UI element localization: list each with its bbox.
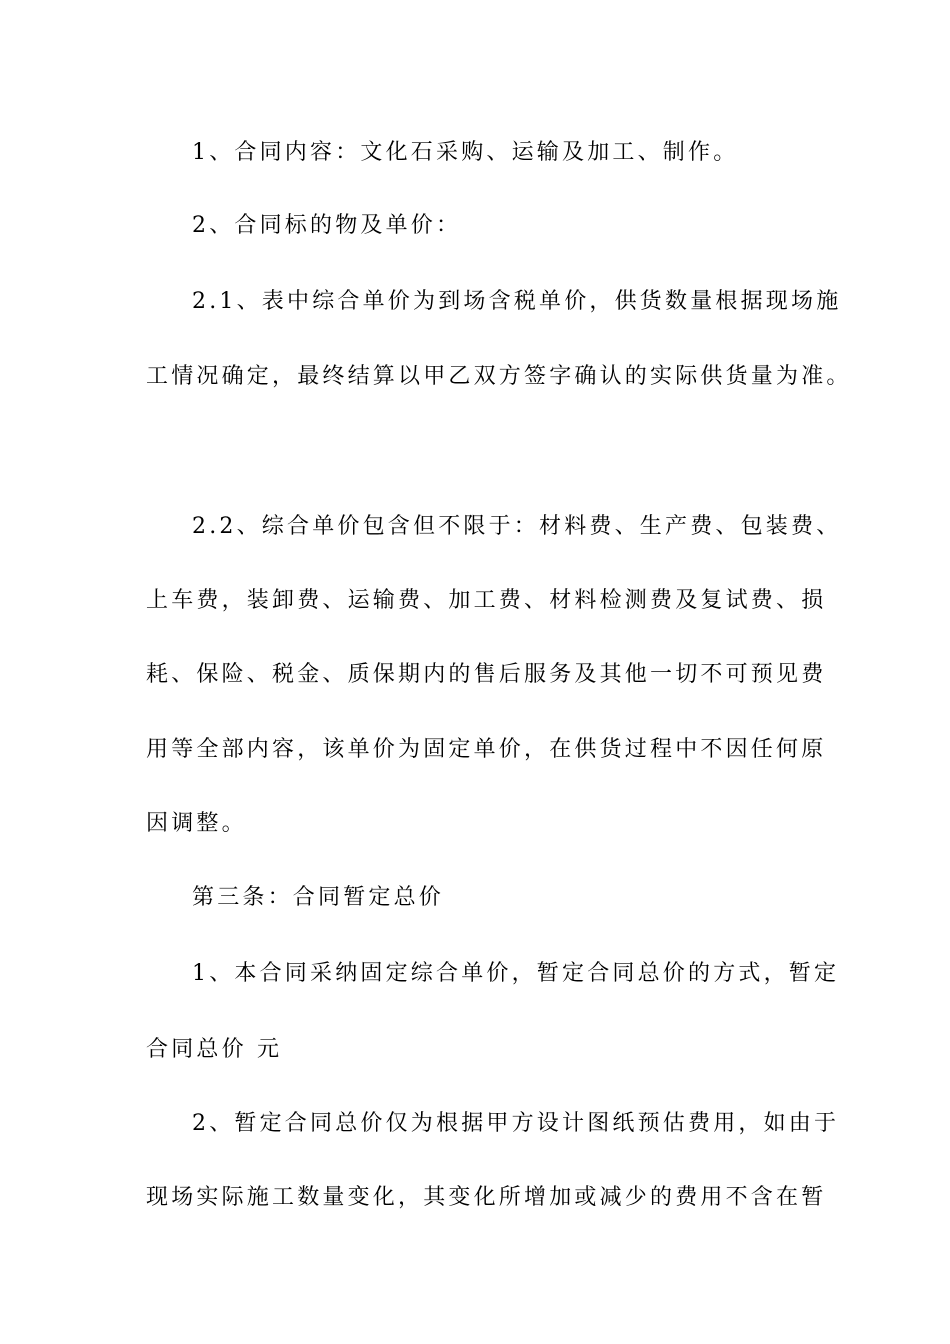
section-heading: 第三条：合同暂定总价	[192, 885, 445, 910]
paragraph-line: 上车费，装卸费、运输费、加工费、材料检测费及复试费、损	[146, 588, 827, 613]
paragraph-line: 1、本合同采纳固定综合单价，暂定合同总价的方式，暂定	[192, 961, 840, 986]
paragraph-line: 2、暂定合同总价仅为根据甲方设计图纸预估费用，如由于	[192, 1111, 840, 1136]
paragraph-line: 合同总价 元	[146, 1037, 283, 1062]
paragraph-line: 2.2、综合单价包含但不限于：材料费、生产费、包装费、	[192, 514, 842, 539]
paragraph-line: 2、合同标的物及单价：	[192, 213, 462, 238]
paragraph-line: 耗、保险、税金、质保期内的售后服务及其他一切不可预见费	[146, 662, 827, 687]
paragraph-line: 用等全部内容，该单价为固定单价，在供货过程中不因任何原	[146, 737, 827, 762]
paragraph-line: 现场实际施工数量变化，其变化所增加或减少的费用不含在暂	[146, 1185, 827, 1210]
paragraph-line: 2.1、表中综合单价为到场含税单价，供货数量根据现场施	[192, 289, 842, 314]
paragraph-line: 1、合同内容：文化石采购、运输及加工、制作。	[192, 140, 739, 165]
paragraph-line: 因调整。	[146, 811, 247, 836]
paragraph-line: 工情况确定，最终结算以甲乙双方签字确认的实际供货量为准。	[146, 364, 852, 389]
